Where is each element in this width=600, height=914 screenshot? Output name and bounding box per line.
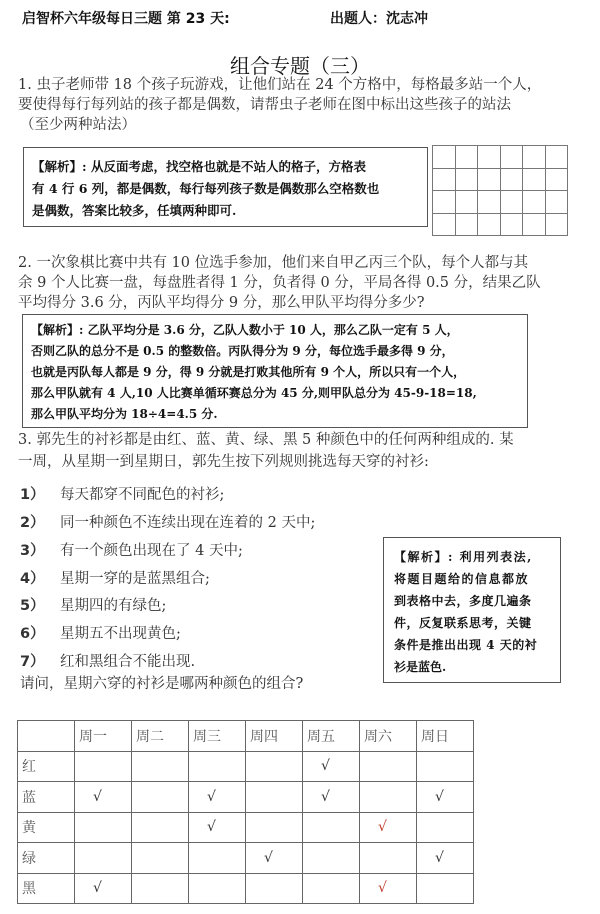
- grid-row: [433, 168, 568, 191]
- table-row: [18, 782, 474, 813]
- check-mark-cell[interactable]: √: [417, 782, 474, 813]
- grid-cell[interactable]: [455, 191, 478, 214]
- question-3-ask: 请问，星期六穿的衬衫是哪两种颜色的组合?: [20, 676, 304, 692]
- grid-cell[interactable]: [523, 191, 546, 214]
- table-row: [18, 843, 474, 874]
- analysis-3-line: 【解析】: 利用列表法,: [394, 550, 533, 564]
- question-3-line: 一周，从星期一到星期日，郭先生按下列规则挑选每天穿的衬衫:: [18, 454, 429, 470]
- grid-cell[interactable]: [433, 213, 456, 236]
- empty-cell[interactable]: [246, 812, 303, 843]
- grid-cell[interactable]: [455, 213, 478, 236]
- grid-cell[interactable]: [545, 213, 568, 236]
- analysis-box-3: [383, 537, 561, 683]
- analysis-1-line: 是偶数，答案比较多，任填两种即可.: [32, 203, 237, 218]
- empty-cell[interactable]: [246, 873, 303, 904]
- rule-item: 4） 星期一穿的是蓝黑组合;: [20, 571, 210, 587]
- empty-cell[interactable]: [75, 843, 132, 874]
- analysis-3-line: 件，反复联系思考，关键: [394, 616, 532, 630]
- table-row: [18, 873, 474, 904]
- color-label: 绿: [18, 843, 75, 874]
- grid-cell[interactable]: [433, 191, 456, 214]
- check-mark-cell[interactable]: √: [75, 873, 132, 904]
- question-2-line: 平均得分 3.6 分，丙队平均得分 9 分，那么甲队平均得分多少?: [18, 295, 425, 311]
- analysis-1-line: 【解析】: 从反面考虑，找空格也就是不站人的格子，方格表: [32, 159, 366, 174]
- question-1-line: （至少两种站法）: [20, 117, 136, 133]
- question-2-line: 2. 一次象棋比赛中共有 10 位选手参加，他们来自甲乙丙三个队，每个人都与其: [18, 255, 529, 271]
- standing-grid[interactable]: [432, 145, 568, 236]
- empty-cell[interactable]: [132, 812, 189, 843]
- grid-cell[interactable]: [523, 146, 546, 169]
- analysis-box-1: [23, 147, 428, 227]
- check-mark-cell[interactable]: √: [246, 843, 303, 874]
- empty-cell[interactable]: [75, 751, 132, 782]
- schedule-table: [17, 720, 474, 904]
- table-row: [18, 751, 474, 782]
- analysis-3-line: 条件是推出出现 4 天的衬: [394, 638, 538, 652]
- empty-cell[interactable]: [360, 843, 417, 874]
- page-title: 组合专题（三）: [230, 54, 370, 78]
- check-mark-cell[interactable]: √: [189, 782, 246, 813]
- table-header-row: [18, 721, 474, 752]
- analysis-2-line: 【解析】: 乙队平均分是 3.6 分，乙队人数小于 10 人，那么乙队一定有 5 人，: [31, 323, 459, 337]
- check-mark-cell[interactable]: √: [360, 812, 417, 843]
- grid-cell[interactable]: [478, 146, 501, 169]
- empty-cell[interactable]: [360, 751, 417, 782]
- empty-cell[interactable]: [189, 751, 246, 782]
- day-header: 周五: [303, 721, 360, 752]
- grid-cell[interactable]: [545, 146, 568, 169]
- grid-cell[interactable]: [500, 146, 523, 169]
- analysis-3-line: 衫是蓝色.: [394, 660, 447, 674]
- check-mark-cell[interactable]: √: [189, 812, 246, 843]
- grid-cell[interactable]: [523, 168, 546, 191]
- grid-row: [433, 213, 568, 236]
- analysis-box-2: [22, 314, 528, 428]
- question-1-line: 1. 虫子老师带 18 个孩子玩游戏，让他们站在 24 个方格中，每格最多站一个人，: [18, 77, 542, 93]
- empty-cell[interactable]: [132, 751, 189, 782]
- check-mark-cell[interactable]: √: [303, 751, 360, 782]
- grid-cell[interactable]: [478, 191, 501, 214]
- analysis-3-line: 到表格中去，多度几遍条: [394, 594, 532, 608]
- analysis-2-line: 那么甲队平均分为 18÷4=4.5 分.: [31, 407, 218, 421]
- grid-cell[interactable]: [500, 213, 523, 236]
- day-header: 周一: [75, 721, 132, 752]
- grid-cell[interactable]: [478, 168, 501, 191]
- empty-cell[interactable]: [303, 843, 360, 874]
- color-label: 红: [18, 751, 75, 782]
- empty-cell[interactable]: [417, 873, 474, 904]
- analysis-2-line: 那么甲队就有 4 人,10 人比赛单循环赛总分为 45 分,则甲队总分为 45-9-18=18,: [31, 386, 477, 400]
- check-mark-cell[interactable]: √: [303, 782, 360, 813]
- empty-cell[interactable]: [303, 812, 360, 843]
- grid-cell[interactable]: [433, 146, 456, 169]
- grid-cell[interactable]: [545, 168, 568, 191]
- empty-cell[interactable]: [189, 843, 246, 874]
- question-1-line: 要使得每行每列站的孩子都是偶数，请帮虫子老师在图中标出这些孩子的站法: [18, 97, 511, 113]
- grid-cell[interactable]: [545, 191, 568, 214]
- grid-cell[interactable]: [455, 168, 478, 191]
- rule-item: 6） 星期五不出现黄色;: [20, 626, 181, 642]
- grid-cell[interactable]: [478, 213, 501, 236]
- empty-cell[interactable]: [132, 843, 189, 874]
- check-mark-cell[interactable]: √: [360, 873, 417, 904]
- day-header: 周三: [189, 721, 246, 752]
- grid-cell[interactable]: [455, 146, 478, 169]
- rule-item: 1） 每天都穿不同配色的衬衫;: [20, 487, 225, 503]
- header-left: 启智杯六年级每日三题 第 23 天:: [22, 11, 230, 27]
- grid-cell[interactable]: [500, 168, 523, 191]
- day-header: 周六: [360, 721, 417, 752]
- grid-cell[interactable]: [500, 191, 523, 214]
- day-header: 周二: [132, 721, 189, 752]
- analysis-3-line: 将题目题给的信息都放: [394, 572, 530, 586]
- check-mark-cell[interactable]: √: [75, 782, 132, 813]
- rule-item: 2） 同一种颜色不连续出现在连着的 2 天中;: [20, 515, 316, 531]
- analysis-2-line: 也就是丙队每人都是 9 分，得 9 分就是打败其他所有 9 个人，所以只有一个人，: [31, 365, 466, 379]
- empty-cell[interactable]: [246, 782, 303, 813]
- empty-cell[interactable]: [246, 751, 303, 782]
- corner-cell: [18, 721, 75, 752]
- empty-cell[interactable]: [303, 873, 360, 904]
- header-author: 出题人：沈志冲: [330, 11, 428, 27]
- empty-cell[interactable]: [75, 812, 132, 843]
- empty-cell[interactable]: [360, 782, 417, 813]
- rule-item: 7） 红和黑组合不能出现.: [20, 654, 196, 670]
- color-label: 黑: [18, 873, 75, 904]
- empty-cell[interactable]: [189, 873, 246, 904]
- color-label: 黄: [18, 812, 75, 843]
- grid-row: [433, 191, 568, 214]
- grid-cell[interactable]: [523, 213, 546, 236]
- empty-cell[interactable]: [132, 873, 189, 904]
- rule-item: 5） 星期四的有绿色;: [20, 598, 167, 614]
- grid-cell[interactable]: [433, 168, 456, 191]
- question-3-line: 3. 郭先生的衬衫都是由红、蓝、黄、绿、黑 5 种颜色中的任何两种组成的. 某: [18, 432, 514, 448]
- rule-item: 3） 有一个颜色出现在了 4 天中;: [20, 543, 243, 559]
- question-2-line: 余 9 个人比赛一盘，每盘胜者得 1 分，负者得 0 分，平局各得 0.5 分，结果乙队: [18, 275, 541, 291]
- check-mark-cell[interactable]: √: [417, 843, 474, 874]
- table-row: [18, 812, 474, 843]
- empty-cell[interactable]: [132, 782, 189, 813]
- color-label: 蓝: [18, 782, 75, 813]
- empty-cell[interactable]: [417, 751, 474, 782]
- day-header: 周四: [246, 721, 303, 752]
- empty-cell[interactable]: [417, 812, 474, 843]
- grid-row: [433, 146, 568, 169]
- analysis-2-line: 否则乙队的总分不是 0.5 的整数倍。丙队得分为 9 分，每位选手最多得 9 分，: [31, 344, 454, 358]
- day-header: 周日: [417, 721, 474, 752]
- analysis-1-line: 有 4 行 6 列，都是偶数，每行每列孩子数是偶数那么空格数也: [32, 181, 380, 196]
